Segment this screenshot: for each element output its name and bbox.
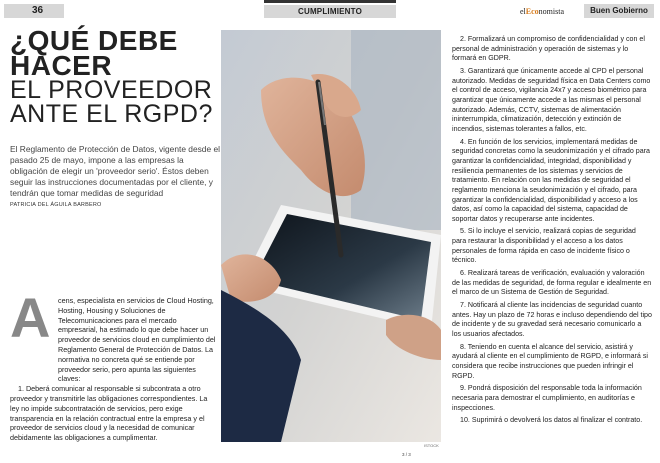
drop-cap: A [10,286,51,349]
page-number: 36 [4,4,64,18]
article-author: PATRICIA DEL ÁGUILA BARBERO [10,202,102,208]
article-body-right-column [452,35,652,429]
logo-part-el: el [520,7,526,16]
list-item: 6. Realizará tareas de verificación, evaluación y valoración de las medidas de seguridad, de forma regular e idealmente en el marco de un Sistema de Gestión de Seguridad. [452,269,652,297]
title-line-1: ¿QUÉ DEBE [10,25,178,56]
list-item: 10. Suprimirá o devolverá los datos al finalizar el contrato. [460,416,643,425]
list-item: 2. Formalizará un compromiso de confidencialidad y con el personal de administración y operación de sistemas y lo formará en GDPR. [452,35,645,63]
body-item-1: 1. Deberá comunicar al responsable si subcontrata a otro proveedor y transmitirle las obligaciones correspondientes. La ley no impide subcontratación de servicios, pero exige transparencia en la relación contractual entre la empresa y el proveedor de servicios cloud y la necesidad de comunicar debidamente las obligaciones a cumplimentar. [10,384,208,443]
tablet-hand-illustration [221,30,441,442]
article-lead: El Reglamento de Protección de Datos, vigente desde el pasado 25 de mayo, impone a las empresas la obligación de elegir un 'proveedor serio'. Éstos deben seguir las instrucciones documentadas por el cliente, y tendrán que tomar medidas de seguridad [10,144,220,198]
page-indicator: 3 / 3 [402,452,411,457]
article-photo [221,30,441,442]
list-item: 7. Notificará al cliente las incidencias de seguridad cuanto antes. Hay un plazo de 72 horas e incluso dependiendo del tipo de incidente y de su gravedad será necesario comunicarlo a los usuarios afectados. [452,301,652,339]
subsection-label: Buen Gobierno [584,4,654,18]
section-label: CUMPLIMIENTO [264,5,396,18]
logo-part-nomista: nomista [538,7,565,16]
article-body-left-column [10,296,218,443]
publication-logo [520,7,564,16]
list-item: 5. Si lo incluye el servicio, realizará copias de seguridad para restaurar la disponibilidad y el acceso a los datos personales de forma rápida en caso de incidente físico o técnico. [452,227,636,265]
list-item: 4. En función de los servicios, implementará medidas de seguridad concretas como la seudonimización y el cifrado para garantizar la confidencialidad, integridad, disponibilidad y resiliencia permanentes de los sistemas y servicios de tratamiento. En relación con las medidas de seguridad el reglamento menciona la seudonimización y el cifrado, para garantizar la confidencialidad, disponibilidad y acceso a los datos, así como la capacidad del sistema, capacidad de soportar datos y recuperarse ante incidentes. [452,137,650,223]
logo-part-eco: Eco [525,7,539,16]
list-item: 8. Teniendo en cuenta el alcance del servicio, asistirá y ayudará al cliente en el cumplimiento de RGPD, e informará si considera que recibe instrucciones que pueden infringir el RGPD. [452,342,648,380]
list-item: 9. Pondrá disposición del responsable toda la información necesaria para demostrar el cumplimiento, en auditorías e inspecciones. [452,384,642,412]
photo-credit: ISTOCK [424,443,439,448]
list-item: 3. Garantizará que únicamente accede al CPD el personal autorizado. Medidas de seguridad física en Data Centers como el control de acceso, vigilancia 24x7 y acceso biométrico para garantizar que únicamente accede a las mismas el personal autorizado. Además, CCTV, sistemas de alimentación ininterrumpida, climatización, detección y extinción de incendios, sistemas tolerantes a fallos, etc. [452,66,651,133]
section-accent-bar [264,0,396,3]
body-intro-paragraph: cens, especialista en servicios de Cloud Hosting, Hosting, Housing y Soluciones de Telecomunicaciones para el mercado empresarial, ha estimado lo que debe hacer un proveedor de servicios cloud en cumplimiento del Reglamento General de Protección de Datos. La normativa no concreta qué se entiende por proveedor serio, pero apunta las siguientes claves: [58,296,216,384]
article-title [10,25,220,128]
title-line-4: ANTE EL RGPD? [10,100,213,128]
title-line-3: EL PROVEEDOR [10,76,213,104]
page-header [0,0,660,22]
title-line-2: HACER [10,50,113,81]
